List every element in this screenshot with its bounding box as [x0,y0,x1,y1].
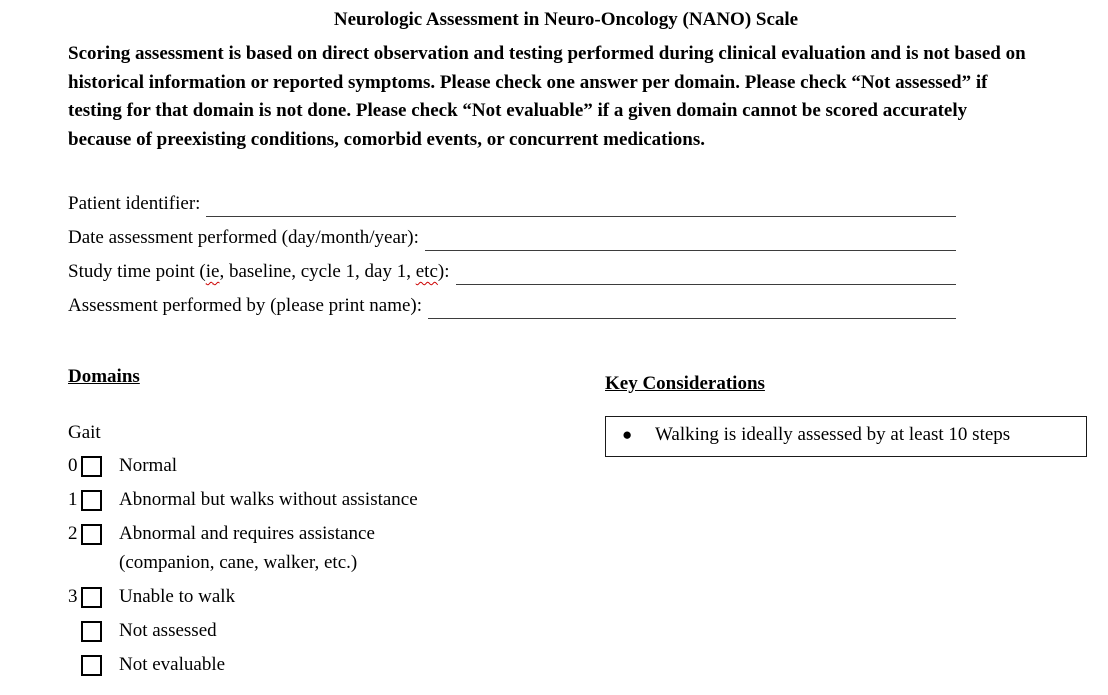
bullet-icon: ● [622,425,633,444]
gait-option-3-score: 3 [68,586,78,607]
gait-option-4-label: Not assessed [119,620,217,641]
assessment-by-line[interactable] [428,294,956,319]
gait-option-row-2 [68,519,605,577]
assessment-by-row [68,285,956,319]
header-fields [68,183,956,319]
gait-option-4-checkbox[interactable] [81,621,102,642]
lower-section [68,365,1064,679]
gait-option-row-0 [68,451,605,480]
gait-options [68,451,605,679]
domains-heading: Domains [68,366,140,387]
study-time-point-label-pre: Study time point ( [68,261,206,282]
assessment-by-label: Assessment performed by (please print name): [68,295,423,316]
gait-option-row-4 [68,616,605,645]
gait-option-3-checkbox[interactable] [81,587,102,608]
gait-option-1-label: Abnormal but walks without assistance [119,489,418,510]
study-time-point-line[interactable] [456,260,957,285]
gait-option-1-checkbox[interactable] [81,490,102,511]
gait-option-0-checkbox[interactable] [81,456,102,477]
date-assessment-line[interactable] [425,226,956,251]
key-considerations-heading: Key Considerations [605,373,765,394]
study-time-point-row [68,251,956,285]
patient-identifier-line[interactable] [206,192,956,217]
gait-option-2-label-wrap [119,519,375,577]
key-considerations-box [605,416,1087,457]
patient-identifier-row [68,183,956,217]
gait-option-2-label-line2: (companion, cane, walker, etc.) [119,552,358,573]
key-consideration-item [622,421,1076,448]
gait-option-row-5 [68,650,605,679]
gait-option-2-score: 2 [68,523,78,544]
gait-option-3-label: Unable to walk [119,586,236,607]
gait-option-0-label: Normal [119,455,178,476]
study-time-point-label-mid: , baseline, cycle 1, day 1, [219,261,416,282]
date-assessment-label: Date assessment performed (day/month/year): [68,227,419,248]
intro-paragraph: Scoring assessment is based on direct observation and testing performed during clinical evaluation and is not based on historical information or reported symptoms. Please check one answer per domain. Please check “Not assessed” if testing for that domain is not done. Please check “Not evaluable” if a given domain cannot be scored accurately because of preexisting conditions, comorbid events, or concurrent medications. [68,43,1026,150]
gait-option-0-score: 0 [68,455,78,476]
gait-option-row-1 [68,485,605,514]
domains-column [68,365,605,679]
key-consideration-text: Walking is ideally assessed by at least 10 steps [655,424,1011,445]
page-title: Neurologic Assessment in Neuro-Oncology (NANO) Scale [333,9,799,30]
date-assessment-row [68,217,956,251]
patient-identifier-label: Patient identifier: [68,193,201,214]
gait-option-1-score: 1 [68,489,78,510]
misspelled-word-ie: ie [205,261,220,282]
key-considerations-column [605,365,1087,679]
study-time-point-label [68,259,450,285]
gait-option-row-3 [68,582,605,611]
gait-option-2-checkbox[interactable] [81,524,102,545]
study-time-point-label-post: ): [437,261,450,282]
gait-option-5-label: Not evaluable [119,654,226,675]
misspelled-word-etc: etc [415,261,438,282]
gait-option-5-checkbox[interactable] [81,655,102,676]
gait-option-2-label: Abnormal and requires assistance [119,523,375,544]
gait-domain-label: Gait [68,422,101,443]
